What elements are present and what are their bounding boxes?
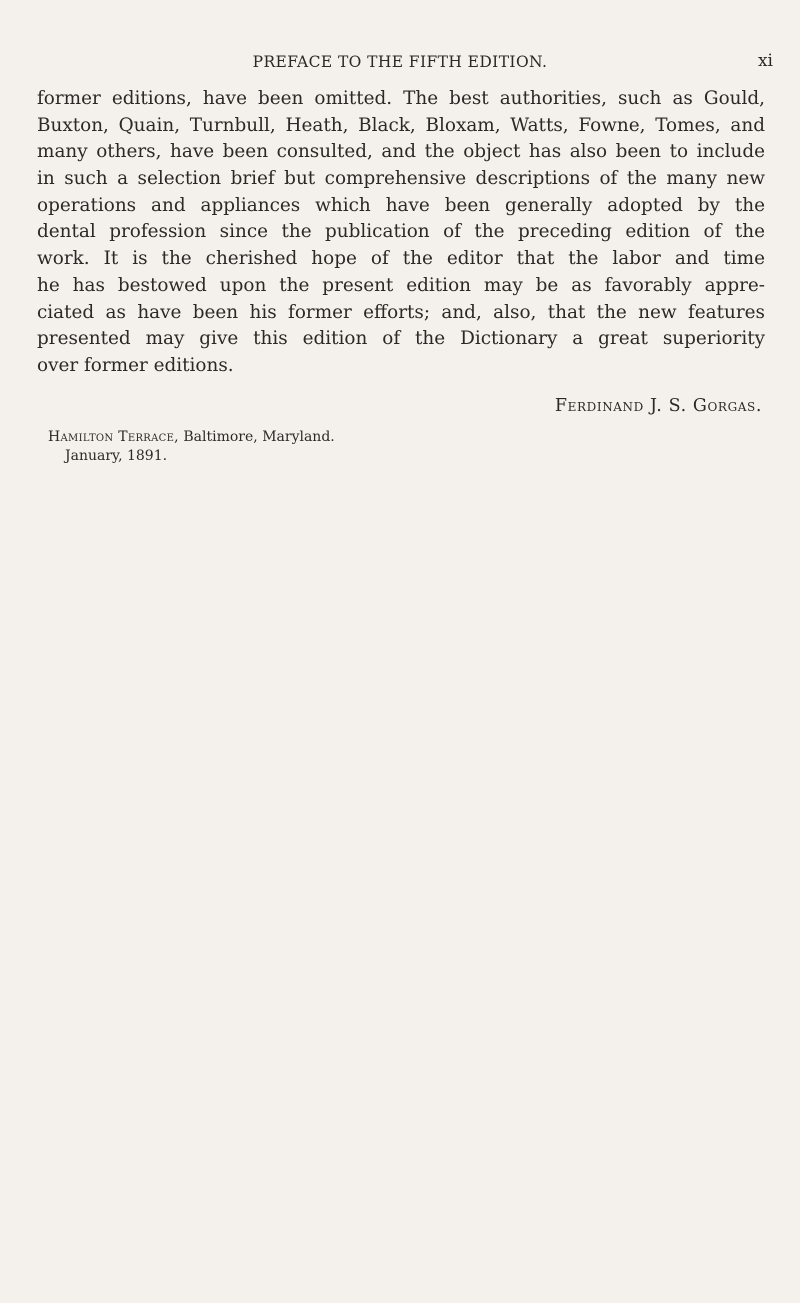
text-line: he has bestowed upon the present edition may be as favorably appre- xyxy=(37,274,765,296)
text-line: presented may give this edition of the Dictionary a great superiority xyxy=(37,328,765,350)
running-head xyxy=(0,50,800,74)
author-signature: Ferdinand J. S. Gorgas. xyxy=(554,396,762,416)
text-line: operations and appliances which have been generally adopted by the xyxy=(37,194,765,216)
text-line: over former editions. xyxy=(37,354,234,376)
preface-paragraph xyxy=(37,86,765,380)
page-number: xi xyxy=(757,51,773,71)
text-line: dental profession since the publication of the preceding edition of the xyxy=(37,221,765,243)
place-name: Hamilton Terrace, xyxy=(48,429,179,445)
date-line: January, 1891. xyxy=(65,448,168,464)
text-line: many others, have been consulted, and the object has also been to include xyxy=(37,141,765,163)
running-title: PREFACE TO THE FIFTH EDITION. xyxy=(252,53,548,71)
text-line: Buxton, Quain, Turnbull, Heath, Black, Bloxam, Watts, Fowne, Tomes, and xyxy=(37,114,765,136)
text-line: ciated as have been his former efforts; and, also, that the new features xyxy=(37,301,765,323)
place-line xyxy=(48,427,335,447)
place-location: Baltimore, Maryland. xyxy=(183,429,335,445)
text-line: former editions, have been omitted. The best authorities, such as Gould, xyxy=(37,88,765,109)
text-line: work. It is the cherished hope of the editor that the labor and time xyxy=(37,248,765,270)
text-line: in such a selection brief but comprehensive descriptions of the many new xyxy=(37,168,765,190)
